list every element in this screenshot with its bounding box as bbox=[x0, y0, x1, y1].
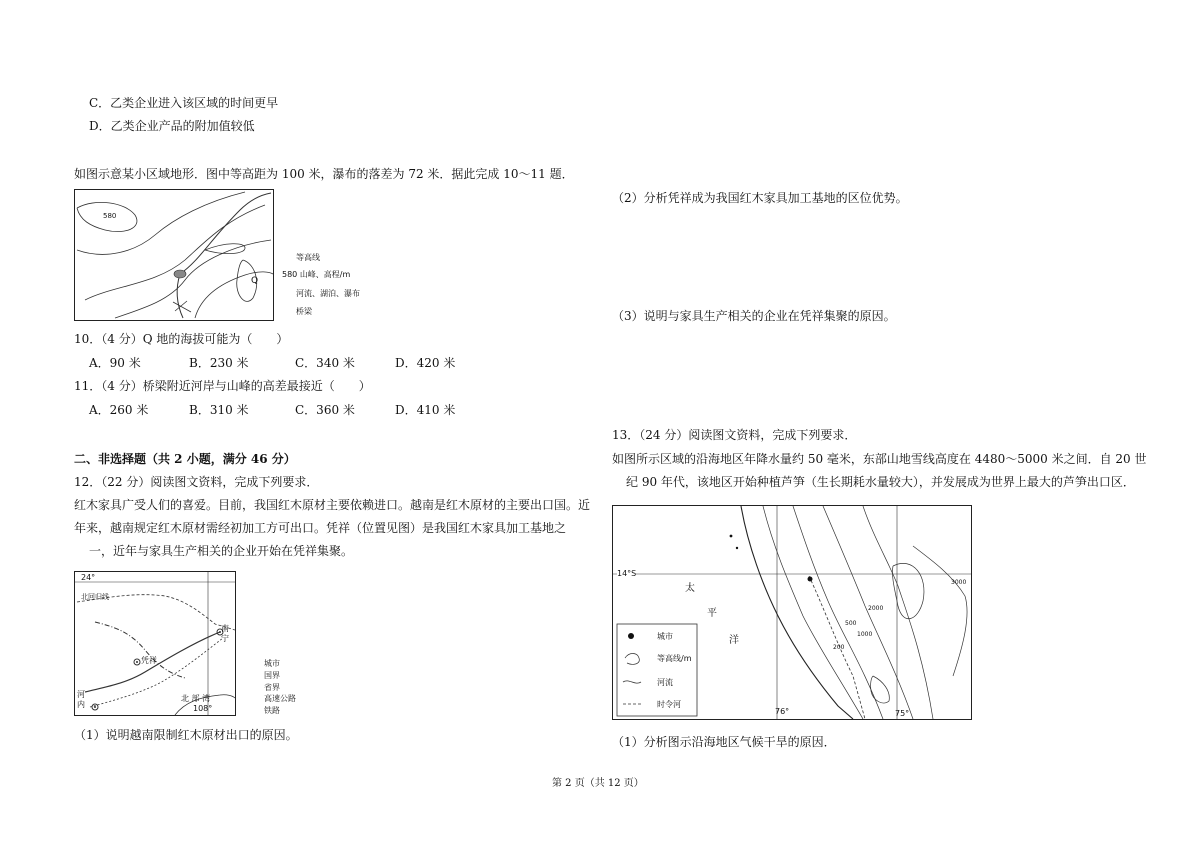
q11-option-c: C．360 米 bbox=[295, 403, 355, 417]
option-c: C．乙类企业进入该区域的时间更早 bbox=[89, 96, 279, 110]
q12-para-line3: 一，近年与家具生产相关的企业开始在凭祥集聚。 bbox=[89, 544, 354, 558]
q-point-label: Q bbox=[251, 276, 259, 286]
coastal-map bbox=[612, 505, 972, 720]
contour-200-label: 200 bbox=[833, 644, 845, 651]
q13-para-line1: 如图所示区域的沿海地区年降水量约 50 毫米，东部山地雪线高度在 4480～5000 米之间．自 20 世 bbox=[612, 452, 1147, 466]
contour-500-label: 500 bbox=[845, 620, 857, 627]
contour-lines bbox=[75, 190, 273, 320]
intro-10-11: 如图示意某小区域地形．图中等高距为 100 米，瀑布的落差为 72 米．据此完成 10～11 题． bbox=[74, 167, 574, 181]
lat-24-label: 24° bbox=[81, 573, 96, 582]
ocean-char-3: 洋 bbox=[729, 635, 739, 646]
gulf-label: 北 部 湾 bbox=[181, 694, 211, 703]
q11-option-d: D．410 米 bbox=[395, 403, 456, 417]
q11-option-a: A．260 米 bbox=[89, 403, 149, 417]
q13-stem: 13．（24 分）阅读图文资料，完成下列要求． bbox=[612, 428, 857, 442]
legend-bridge: 桥梁 bbox=[296, 307, 312, 316]
tropic-label: 北回归线 bbox=[81, 593, 109, 601]
ocean-char-1: 太 bbox=[685, 583, 695, 594]
contour-1000-label: 1000 bbox=[857, 631, 873, 638]
q12-sub3: （3）说明与家具生产相关的企业在凭祥集聚的原因。 bbox=[612, 309, 896, 323]
page-footer: 第 2 页（共 12 页） bbox=[552, 778, 644, 789]
contour-2000-label: 2000 bbox=[868, 605, 884, 612]
hanoi-label: 河内 bbox=[77, 690, 85, 709]
ocean-char-2: 平 bbox=[707, 608, 717, 619]
legend-contour: 等高线 bbox=[296, 253, 320, 262]
q10-option-c: C．340 米 bbox=[295, 356, 355, 370]
contour-3000-label: 3000 bbox=[951, 579, 967, 586]
q10-stem: 10．（4 分）Q 地的海拔可能为（ ） bbox=[74, 332, 289, 346]
q10-option-b: B．230 米 bbox=[189, 356, 249, 370]
legend-railway: 铁路 bbox=[264, 706, 280, 715]
q13-para-line2: 纪 90 年代，该地区开始种植芦笋（生长期耗水量较大），并发展成为世界上最大的芦笋出口区． bbox=[626, 475, 1135, 489]
pingxiang-map bbox=[74, 571, 236, 716]
legend3-seasonal-river: 时令河 bbox=[657, 700, 681, 709]
option-d: D．乙类企业产品的附加值较低 bbox=[89, 119, 255, 133]
q11-stem: 11．（4 分）桥梁附近河岸与山峰的高差最接近（ ） bbox=[74, 379, 371, 393]
q10-option-d: D．420 米 bbox=[395, 356, 456, 370]
legend-province-border: 省界 bbox=[264, 683, 280, 692]
terrain-map bbox=[74, 189, 274, 321]
legend-peak: 580 山峰、高程/m bbox=[282, 270, 351, 279]
peak-elevation-label: 580 bbox=[103, 212, 117, 220]
lon-75-label: 75° bbox=[895, 709, 910, 718]
q12-para-line1: 红木家具广受人们的喜爱。目前，我国红木原材主要依赖进口。越南是红木原材的主要出口国。近 bbox=[74, 498, 591, 512]
section-heading: 二、非选择题（共 2 小题，满分 46 分） bbox=[74, 452, 296, 466]
q12-para-line2: 年来，越南规定红木原材需经初加工方可出口。凭祥（位置见图）是我国红木家具加工基地之 bbox=[74, 521, 567, 535]
legend3-contour: 等高线/m bbox=[657, 654, 692, 663]
lat-14s-label: 14°S bbox=[617, 569, 637, 578]
q12-stem: 12．（22 分）阅读图文资料，完成下列要求． bbox=[74, 475, 319, 489]
q10-option-a: A．90 米 bbox=[89, 356, 141, 370]
legend3-river: 河流 bbox=[657, 678, 673, 687]
lon-108-label: 108° bbox=[193, 704, 213, 713]
legend-river-lake-waterfall: 河流、湖泊、瀑布 bbox=[296, 289, 360, 298]
q12-sub1: （1）说明越南限制红木原材出口的原因。 bbox=[74, 728, 298, 742]
q13-sub1: （1）分析图示沿海地区气候干旱的原因． bbox=[612, 735, 836, 749]
legend-city: 城市 bbox=[264, 659, 280, 668]
q11-option-b: B．310 米 bbox=[189, 403, 249, 417]
legend3-city: 城市 bbox=[657, 632, 673, 641]
q12-sub2: （2）分析凭祥成为我国红木家具加工基地的区位优势。 bbox=[612, 191, 908, 205]
legend-national-border: 国界 bbox=[264, 671, 280, 680]
pingxiang-label: 凭祥 bbox=[141, 656, 157, 665]
legend-expressway: 高速公路 bbox=[264, 694, 296, 703]
lon-76-label: 76° bbox=[775, 707, 790, 716]
nanning-label: 南宁 bbox=[221, 624, 229, 643]
